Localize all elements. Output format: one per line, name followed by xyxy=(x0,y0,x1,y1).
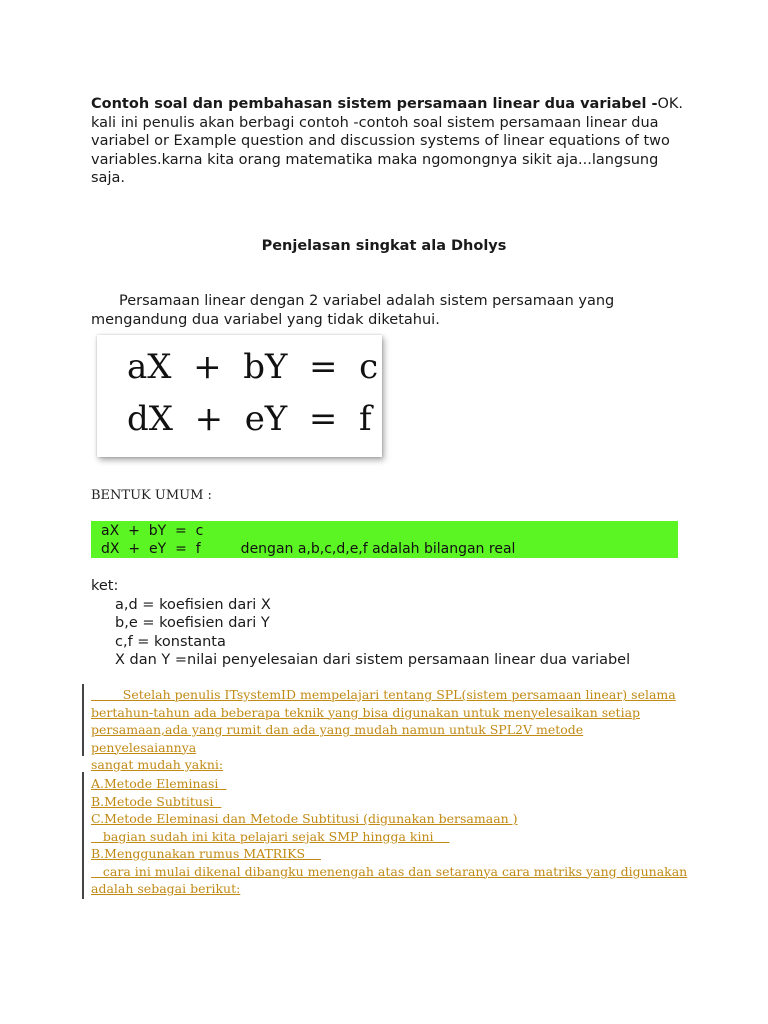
intro-dash: - xyxy=(646,96,658,112)
change-bar xyxy=(82,772,84,899)
equation-line-1: aX + bY = c xyxy=(127,347,379,387)
method-note: adalah sebagai berikut: xyxy=(91,881,241,896)
general-form-label: BENTUK UMUM : xyxy=(91,488,212,503)
method-note: bagian sudah ini kita pelajari sejak SMP hingga kini xyxy=(91,828,450,844)
intro-text: OK. kali ini penulis akan berbagi contoh -contoh soal sistem persamaan linear dua variabel or Example question and discussion systems of linear equations of two variables.karna kita orang matematika maka ngomongnya sikit aja...langsung saja. xyxy=(91,96,684,186)
gold-line: bertahun-tahun ada beberapa teknik yang bisa digunakan untuk menyelesaikan setiap xyxy=(91,704,641,720)
method-item: B.Metode Subtitusi xyxy=(91,793,222,809)
ket-item: a,d = koefisien dari X xyxy=(115,596,271,613)
method-note: cara ini mulai dikenal dibangku menengah atas dan setaranya cara matriks yang digunakan xyxy=(91,863,688,879)
section-heading: Penjelasan singkat ala Dholys xyxy=(261,238,507,254)
general-form-line-2: dX + eY = f dengan a,b,c,d,e,f adalah bilangan real xyxy=(101,541,516,557)
equation-image xyxy=(97,335,382,457)
general-form-line-1: aX + bY = c xyxy=(101,523,204,539)
general-form-box xyxy=(91,521,678,558)
method-item: C.Metode Eleminasi dan Metode Subtitusi (digunakan bersamaan ) xyxy=(91,811,518,826)
ket-item: X dan Y =nilai penyelesaian dari sistem persamaan linear dua variabel xyxy=(115,652,631,668)
ket-label: ket: xyxy=(91,578,119,594)
methods-intro-block xyxy=(91,686,691,774)
methods-list-block xyxy=(91,775,691,898)
definition-paragraph xyxy=(91,292,691,329)
gold-line: persamaan,ada yang rumit dan ada yang mudah namun untuk SPL2V metode penyelesaiannya xyxy=(91,722,584,755)
definition-text: Persamaan linear dengan 2 variabel adalah sistem persamaan yang mengandung dua variabel yang tidak diketahui. xyxy=(91,293,615,328)
equation-line-2: dX + eY = f xyxy=(127,399,372,439)
gold-line: sangat mudah yakni: xyxy=(91,757,224,772)
ket-section xyxy=(91,577,630,670)
intro-paragraph xyxy=(91,95,691,188)
method-item: B.Menggunakan rumus MATRIKS xyxy=(91,846,321,861)
ket-item: b,e = koefisien dari Y xyxy=(115,615,270,631)
gold-line: Setelah penulis ITsystemID mempelajari tentang SPL(sistem persamaan linear) selama xyxy=(91,687,676,702)
method-item: A.Metode Eleminasi xyxy=(91,776,227,791)
ket-item: c,f = konstanta xyxy=(115,633,226,650)
intro-title: Contoh soal dan pembahasan sistem persamaan linear dua variabel xyxy=(91,96,647,112)
change-bar xyxy=(82,684,84,756)
